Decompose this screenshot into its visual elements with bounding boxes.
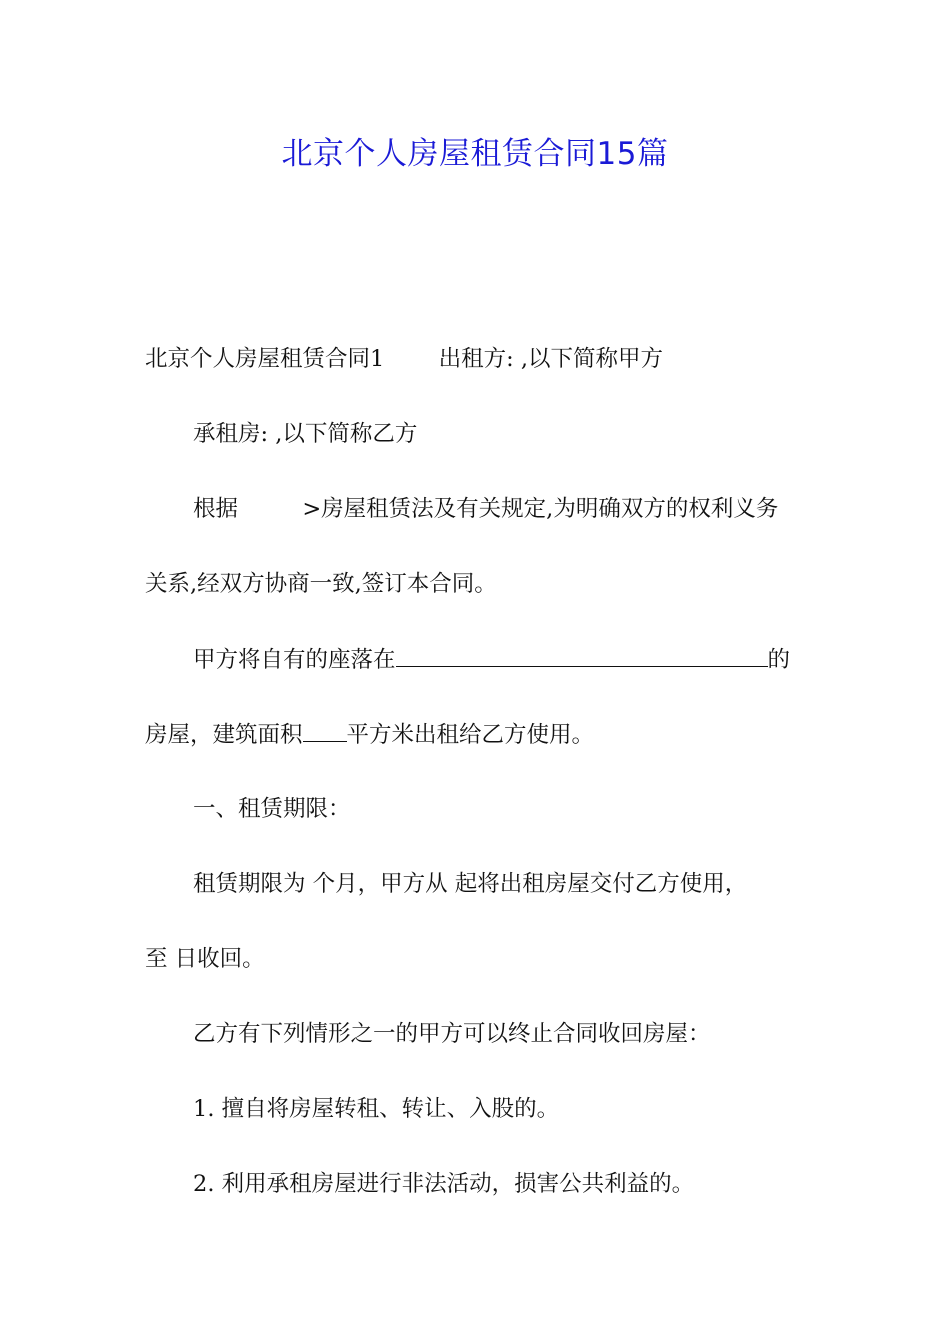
location-suffix: 的 <box>767 647 791 673</box>
according-to-text: 根据 <box>193 496 239 522</box>
area-text: 房屋，建筑面积 <box>145 722 303 748</box>
lessor-label: 出租方: ,以下简称甲方 <box>438 346 664 372</box>
location-blank <box>396 644 768 667</box>
contract-line-6 <box>145 719 594 750</box>
location-text: 甲方将自有的座落在 <box>193 647 396 673</box>
area-blank <box>303 719 347 742</box>
list-item-2: 2. 利用承租房屋进行非法活动，损害公共利益的。 <box>193 1171 695 1197</box>
contract-heading: 北京个人房屋租赁合同1 <box>145 346 385 372</box>
contract-line-4: 关系,经双方协商一致,签订本合同。 <box>145 571 497 597</box>
list-item-1: 1. 擅自将房屋转租、转让、入股的。 <box>193 1096 560 1122</box>
contract-line-10: 乙方有下列情形之一的甲方可以终止合同收回房屋： <box>193 1021 711 1047</box>
contract-line-8: 租赁期限为 个月，甲方从 起将出租房屋交付乙方使用， <box>193 871 748 897</box>
document-title: 北京个人房屋租赁合同15篇 <box>281 136 669 172</box>
contract-line-5 <box>193 644 790 675</box>
legal-basis-text: >房屋租赁法及有关规定,为明确双方的权利义务 <box>302 496 779 522</box>
contract-line-9: 至 日收回。 <box>145 946 265 972</box>
contract-line-3 <box>193 494 778 524</box>
contract-line-1 <box>145 344 663 374</box>
area-suffix: 平方米出租给乙方使用。 <box>346 722 595 748</box>
section-heading-term: 一、租赁期限： <box>193 796 351 822</box>
lessee-line: 承租房: ,以下简称乙方 <box>193 421 418 447</box>
